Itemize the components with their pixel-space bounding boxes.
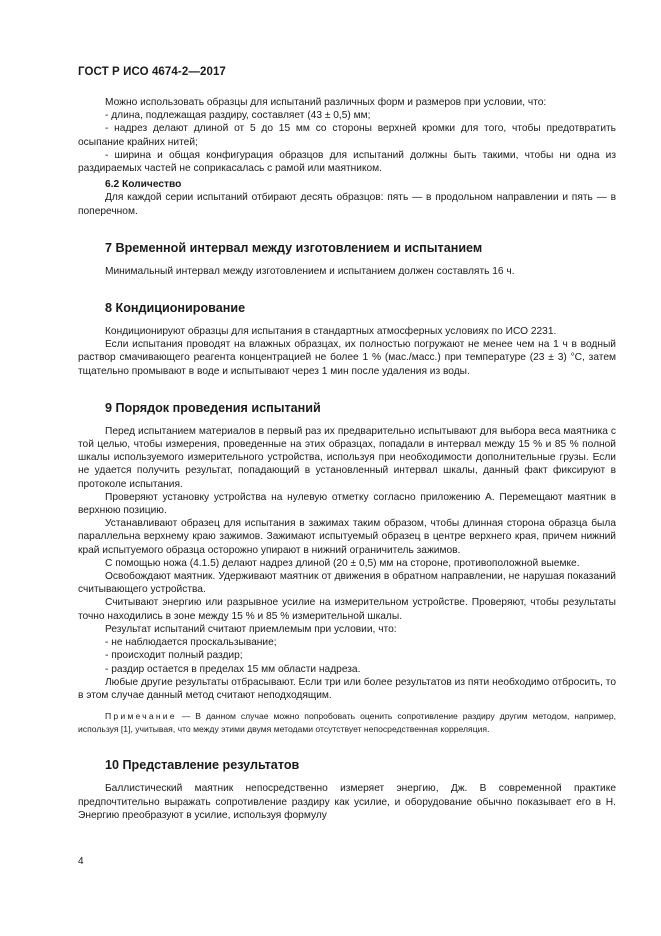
- intro-paragraph: Можно использовать образцы для испытаний различных форм и размеров при условии, что:: [105, 97, 547, 108]
- document-id: ГОСТ Р ИСО 4674-2—2017: [78, 66, 226, 78]
- procedure-paragraph-5: Освобождают маятник. Удерживают маятник от движения в обратном направлении, не нарушая показаний считывающего устройства.: [78, 571, 616, 596]
- note-label: Примечание: [105, 711, 177, 722]
- note: [78, 710, 616, 735]
- heading-section-10: 10 Представление результатов: [105, 758, 300, 773]
- page-number: 4: [78, 856, 84, 867]
- procedure-paragraph-2: Проверяют установку устройства на нулевую отметку согласно приложению А. Перемещают маятник в верхнюю позицию.: [78, 491, 616, 517]
- heading-section-9: 9 Порядок проведения испытаний: [105, 400, 321, 415]
- interval-paragraph: Минимальный интервал между изготовлением и испытанием должен составлять 16 ч.: [105, 265, 515, 277]
- procedure-paragraph-7: Результат испытаний считают приемлемым при условии, что:: [105, 623, 397, 635]
- results-paragraph: Баллистический маятник непосредственно измеряет энергию, Дж. В современной практике предпочтительно выражать сопротивление раздиру как усилие, и оборудование обычно показывает его в Н. Энергию преобразуют в усилие, используя формулу: [78, 783, 616, 821]
- heading-section-8: 8 Кондиционирование: [105, 301, 246, 316]
- procedure-paragraph-11: Любые другие результаты отбрасывают. Если три или более результатов из пяти необходимо отбросить, то в этом случае данный метод считают неподходящим.: [78, 676, 616, 701]
- quantity-paragraph: Для каждой серии испытаний отбирают десять образцов: пять — в продольном направлении и пять — в поперечном.: [78, 192, 616, 217]
- note-text: — В данном случае можно попробовать оценить сопротивление раздиру другим методом, например, используя [1], учитывая, что между этими двумя методами отсутствует непосредственная корреляция.: [78, 711, 616, 734]
- conditioning-paragraph-2: Если испытания проводят на влажных образцах, их полностью погружают не менее чем на 1 ч в водный раствор смачивающего реагента концентрацией не более 1 % (мас./масс.) при температуре (23 ± 3) °С, затем тщательно промывают в воде и испытывают через 1 мин после удаления из воды.: [78, 339, 616, 377]
- heading-6-2: 6.2 Количество: [105, 179, 182, 191]
- acceptance-full-tear: - происходит полный раздир;: [105, 650, 243, 662]
- procedure-paragraph-6: Считывают энергию или разрывное усилие на измерительном устройстве. Проверяют, чтобы результаты точно находились в зоне между 15 % и 85 % измерительной шкалы.: [78, 597, 616, 622]
- condition-shape: - ширина и общая конфигурация образцов для испытаний должны быть такими, чтобы ни одна из раздираемых частей не соприкасалась с рамой или маятником.: [78, 149, 616, 175]
- procedure-paragraph-3: Устанавливают образец для испытания в зажимах таким образом, чтобы длинная сторона образца была параллельна верхнему краю зажимов. Зажимают испытуемый образец в центре верхнего края, причем нижний край испытуемого образца осторожно упирают в нижний ограничитель зажимов.: [78, 518, 616, 556]
- conditioning-paragraph-1: Кондиционируют образцы для испытания в стандартных атмосферных условиях по ИСО 2231.: [105, 326, 557, 338]
- acceptance-no-slip: - не наблюдается проскальзывание;: [105, 637, 277, 649]
- procedure-paragraph-4: С помощью ножа (4.1.5) делают надрез длиной (20 ± 0,5) мм на стороне, противоположной выемке.: [105, 557, 580, 569]
- procedure-paragraph-1: Перед испытанием материалов в первый раз их предварительно испытывают для выбора веса маятника с той целью, чтобы измерения, проведенные на этих образцах, попадали в интервал между 15 % и 85 % полной шкалы используемого измерительного устройства, используя при необходимости дополнительные грузы. Если не удается получить результат, попадающий в установленный интервал шкалы, данный факт фиксируют в протоколе испытания.: [78, 425, 616, 490]
- heading-section-7: 7 Временной интервал между изготовлением и испытанием: [105, 240, 483, 255]
- acceptance-within-notch: - раздир остается в пределах 15 мм области надреза.: [105, 663, 361, 675]
- condition-notch: - надрез делают длиной от 5 до 15 мм со стороны верхней кромки для того, чтобы предотвратить осыпание крайних нитей;: [78, 123, 616, 148]
- page-content: [78, 96, 616, 822]
- condition-length: - длина, подлежащая раздиру, составляет (43 ± 0,5) мм;: [105, 110, 371, 122]
